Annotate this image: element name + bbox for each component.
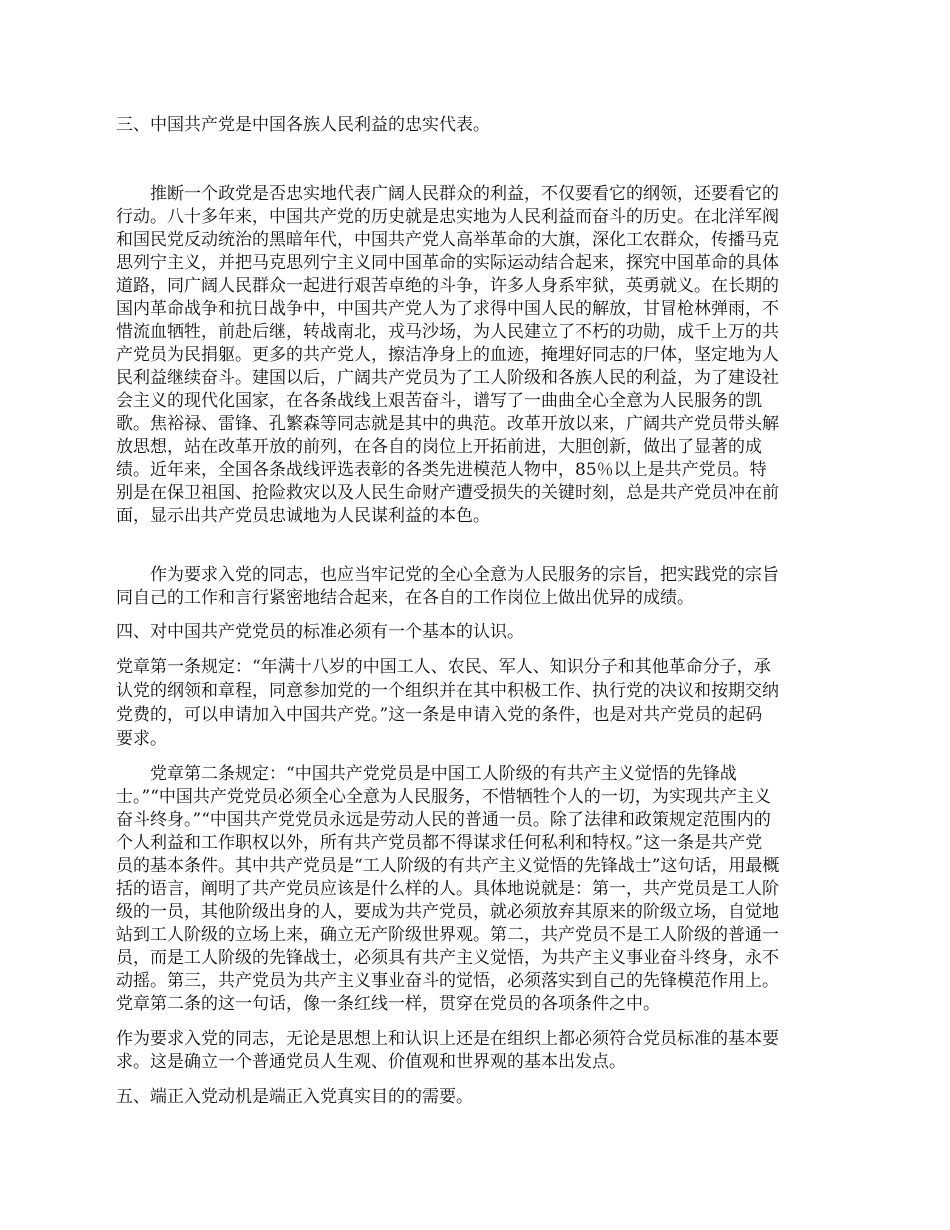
paragraph-line: 个人利益和工作职权以外，所有共产党员都不得谋求任何私利和特权。”这一条是共产党 (116, 833, 763, 853)
paragraph-line: 站到工人阶级的立场上来，确立无产阶级世界观。第二，共产党员不是工人阶级的普通一 (116, 925, 779, 945)
paragraph-line: 士。”“中国共产党党员必须全心全意为人民服务，不惜牺牲个人的一切，为实现共产主义 (116, 787, 771, 807)
paragraph-line: 推断一个政党是否忠实地代表广阔人民群众的利益，不仅要看它的纲领，还要看它的 (150, 184, 779, 204)
paragraph-line: 要求。 (116, 729, 167, 749)
paragraph-line: 行动。八十多年来，中国共产党的历史就是忠实地为人民利益而奋斗的历史。在北洋军阀 (116, 207, 779, 227)
paragraph-line: 歌。焦裕禄、雷锋、孔繁森等同志就是其中的典范。改革开放以来，广阔共产党员带头解 (116, 414, 779, 434)
paragraph-line: 党章第一条规定：“年满十八岁的中国工人、农民、军人、知识分子和其他革命分子，承 (116, 657, 771, 677)
paragraph-line: 党章第二条的这一句话，像一条红线一样，贯穿在党员的各项条件之中。 (116, 994, 660, 1014)
paragraph-line: 国内革命战争和抗日战争中，中国共产党人为了求得中国人民的解放，甘冒枪林弹雨，不 (116, 299, 779, 319)
paragraph-line: 作为要求入党的同志，也应当牢记党的全心全意为人民服务的宗旨，把实践党的宗旨 (150, 565, 779, 585)
paragraph-line: 动摇。第三，共产党员为共产主义事业奋斗的觉悟，必须落实到自己的先锋模范作用上。 (116, 971, 779, 991)
section-heading-4: 四、对中国共产党党员的标准必须有一个基本的认识。 (116, 622, 524, 642)
paragraph-line: 道路，同广阔人民群众一起进行艰苦卓绝的斗争，许多人身系牢狱，英勇就义。在长期的 (116, 276, 779, 296)
paragraph-line: 会主义的现代化国家，在各条战线上艰苦奋斗，谱写了一曲曲全心全意为人民服务的凯 (116, 391, 762, 411)
paragraph-line: 面，显示出共产党员忠诚地为人民谋利益的本色。 (116, 506, 490, 526)
paragraph-line: 求。这是确立一个普通党员人生观、价值观和世界观的基本出发点。 (116, 1052, 626, 1072)
paragraph-line: 奋斗终身。”“中国共产党党员永远是劳动人民的普通一员。除了法律和政策规定范围内的 (116, 810, 771, 830)
section-heading-5: 五、端正入党动机是端正入党真实目的的需要。 (116, 1087, 473, 1107)
paragraph-line: 级的一员，其他阶级出身的人，要成为共产党员，就必须放弃其原来的阶级立场，自觉地 (116, 902, 779, 922)
paragraph-line: 党章第二条规定：“中国共产党党员是中国工人阶级的有共产主义觉悟的先锋战 (150, 764, 737, 784)
paragraph-line: 民利益继续奋斗。建国以后，广阔共产党员为了工人阶级和各族人民的利益，为了建设社 (116, 368, 779, 388)
paragraph-line: 员，而是工人阶级的先锋战士，必须具有共产主义觉悟，为共产主义事业奋斗终身，永不 (116, 948, 779, 968)
paragraph-line: 惜流血牺牲，前赴后继，转战南北，戎马沙场，为人民建立了不朽的功勋，成千上万的共 (116, 322, 779, 342)
section-heading-3: 三、中国共产党是中国各族人民利益的忠实代表。 (116, 115, 490, 135)
paragraph-line: 放思想，站在改革开放的前列，在各自的岗位上开拓前进，大胆创新，做出了显著的成 (116, 437, 762, 457)
paragraph-line: 认党的纲领和章程，同意参加党的一个组织并在其中积极工作、执行党的决议和按期交纳 (116, 681, 779, 701)
paragraph-line: 党费的，可以申请加入中国共产党。”这一条是申请入党的条件，也是对共产党员的起码 (116, 705, 763, 725)
paragraph-line: 同自己的工作和言行紧密地结合起来，在各自的工作岗位上做出优异的成绩。 (116, 588, 694, 608)
paragraph-line: 思列宁主义，并把马克思列宁主义同中国革命的实际运动结合起来，探究中国革命的具体 (116, 253, 779, 273)
paragraph-line: 员的基本条件。其中共产党员是“工人阶级的有共产主义觉悟的先锋战士”这句话，用最概 (116, 856, 780, 876)
paragraph-line: 作为要求入党的同志，无论是思想上和认识上还是在组织上都必须符合党员标准的基本要 (116, 1029, 779, 1049)
paragraph-line: 绩。近年来，全国各条战线评选表彰的各类先进模范人物中，85％以上是共产党员。特 (116, 460, 767, 480)
paragraph-line: 括的语言，阐明了共产党员应该是什么样的人。具体地说就是：第一，共产党员是工人阶 (116, 879, 779, 899)
paragraph-line: 和国民党反动统治的黑暗年代，中国共产党人高举革命的大旗，深化工农群众，传播马克 (116, 230, 779, 250)
paragraph-line: 别是在保卫祖国、抢险救灾以及人民生命财产遭受损失的关键时刻，总是共产党员冲在前 (116, 483, 779, 503)
paragraph-line: 产党员为民捐躯。更多的共产党人，擦洁净身上的血迹，掩埋好同志的尸体，坚定地为人 (116, 345, 779, 365)
